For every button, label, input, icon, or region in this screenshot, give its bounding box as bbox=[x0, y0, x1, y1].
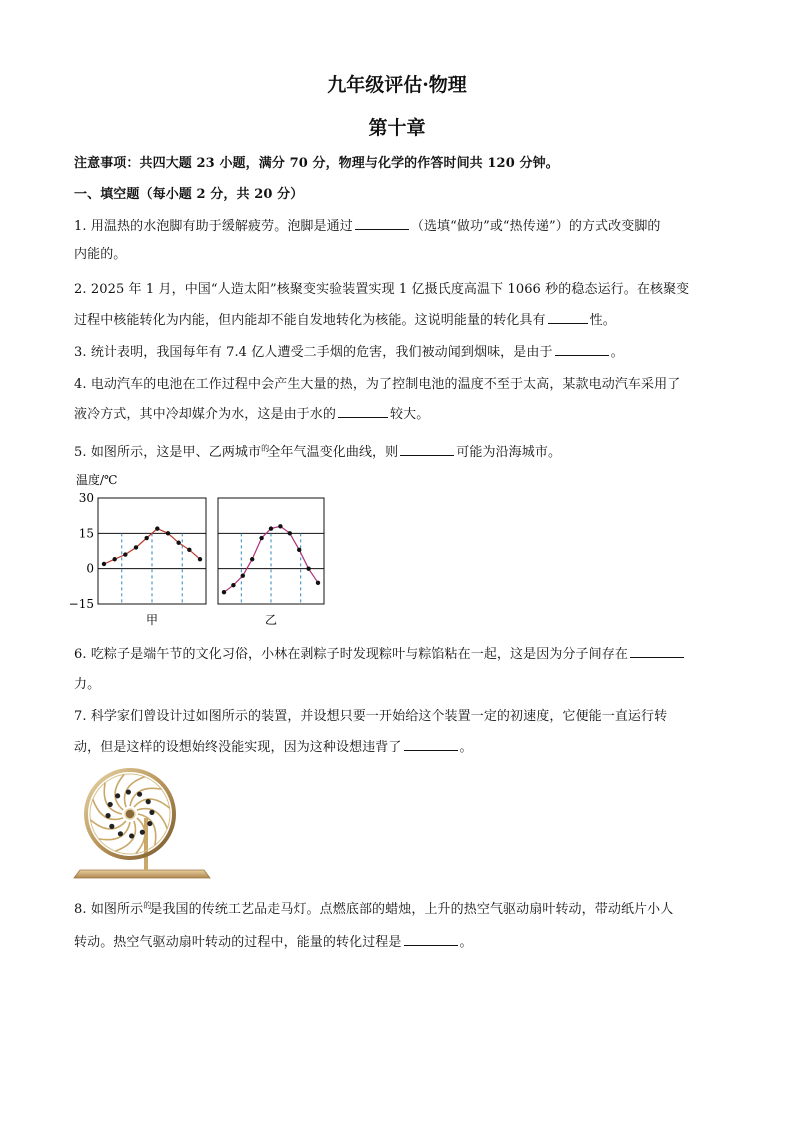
chart-panel-yi bbox=[218, 498, 324, 627]
q2-text-c: 性。 bbox=[589, 313, 616, 328]
data-point bbox=[222, 590, 226, 594]
question-7-line-2 bbox=[74, 736, 473, 755]
y-tick-label: −15 bbox=[68, 597, 94, 611]
data-point bbox=[241, 574, 245, 578]
q7-text-b: 动，但是这样的设想始终没能实现，因为这种设想违背了 bbox=[74, 740, 402, 755]
data-point bbox=[278, 524, 282, 528]
data-point bbox=[288, 531, 292, 535]
wheel-stand bbox=[144, 818, 148, 870]
data-point bbox=[123, 552, 127, 556]
q3-text-b: 。 bbox=[610, 345, 624, 360]
q5-sup: 的 bbox=[261, 443, 270, 453]
q8-text-d: 。 bbox=[459, 935, 473, 950]
section-heading: 一、填空题（每小题 2 分，共 20 分） bbox=[74, 187, 304, 202]
data-point bbox=[259, 536, 263, 540]
y-tick-label: 0 bbox=[86, 561, 94, 576]
q5-text-a: 5. 如图所示，这是甲、乙两城市 bbox=[74, 445, 262, 460]
data-point bbox=[306, 566, 310, 570]
q8-text-c: 转动。热空气驱动扇叶转动的过程中，能量的转化过程是 bbox=[74, 935, 402, 950]
q8-text-a: 8. 如图所示 bbox=[74, 902, 144, 917]
question-5 bbox=[74, 441, 561, 460]
notice-text: 注意事项：共四大题 23 小题，满分 70 分，物理与化学的作答时间共 120 分钟。 bbox=[74, 156, 559, 171]
panel-label: 乙 bbox=[264, 613, 278, 627]
q5-answer-blank[interactable] bbox=[400, 443, 454, 456]
q6-answer-blank[interactable] bbox=[630, 645, 684, 658]
q6-text-a: 6. 吃粽子是端午节的文化习俗，小林在剥粽子时发现粽叶与粽馅粘在一起，这是因为分子间存在 bbox=[74, 647, 628, 662]
question-4-line-1: 4. 电动汽车的电池在工作过程中会产生大量的热，为了控制电池的温度不至于太高，某款电动汽车采用了 bbox=[74, 377, 681, 392]
question-8-line-2 bbox=[74, 931, 473, 950]
q1-answer-blank[interactable] bbox=[355, 217, 409, 230]
exam-title: 九年级评估·物理 bbox=[327, 74, 467, 96]
q5-text-c: 可能为沿海城市。 bbox=[456, 445, 562, 460]
question-6-line-1 bbox=[74, 643, 686, 662]
y-tick-label: 15 bbox=[78, 526, 94, 541]
q5-text-b: 全年气温变化曲线，则 bbox=[267, 445, 399, 460]
data-point bbox=[166, 531, 170, 535]
q3-answer-blank[interactable] bbox=[555, 343, 609, 356]
q8-sup: 的 bbox=[143, 900, 152, 910]
data-point bbox=[269, 526, 273, 530]
question-3 bbox=[74, 341, 624, 360]
question-7-line-1: 7. 科学家们曾设计过如图所示的装置，并设想只要一开始给这个装置一定的初速度，它便能一直运行转 bbox=[74, 709, 668, 724]
data-point bbox=[176, 541, 180, 545]
question-1-line-2: 内能的。 bbox=[74, 247, 127, 262]
data-point bbox=[112, 557, 116, 561]
q4-text-c: 较大。 bbox=[390, 407, 430, 422]
wheel-base bbox=[74, 870, 210, 878]
question-2-line-2 bbox=[74, 309, 616, 328]
data-point bbox=[187, 548, 191, 552]
panel-label: 甲 bbox=[145, 613, 159, 627]
q1-text-a: 1. 用温热的水泡脚有助于缓解疲劳。泡脚是通过 bbox=[74, 219, 353, 234]
data-point bbox=[297, 548, 301, 552]
q2-text-b: 过程中核能转化为内能，但内能却不能自发地转化为核能。这说明能量的转化具有 bbox=[74, 313, 546, 328]
data-point bbox=[144, 536, 148, 540]
data-point bbox=[134, 545, 138, 549]
q8-text-b: 是我国的传统工艺品走马灯。点燃底部的蜡烛，上升的热空气驱动扇叶转动，带动纸片小人 bbox=[149, 902, 674, 917]
q2-answer-blank[interactable] bbox=[548, 311, 588, 324]
q4-text-b: 液冷方式，其中冷却媒介为水，这是由于水的 bbox=[74, 407, 337, 422]
question-6-line-2: 力。 bbox=[74, 677, 101, 692]
data-point bbox=[155, 526, 159, 530]
chapter-title: 第十章 bbox=[368, 117, 426, 139]
perpetual-motion-wheel-illustration bbox=[72, 764, 212, 882]
temperature-chart bbox=[66, 470, 346, 632]
q7-answer-blank[interactable] bbox=[404, 738, 458, 751]
y-tick-label: 30 bbox=[78, 491, 94, 505]
data-point bbox=[231, 583, 235, 587]
data-point bbox=[316, 581, 320, 585]
question-8-line-1 bbox=[74, 898, 673, 917]
q8-answer-blank[interactable] bbox=[404, 933, 458, 946]
chart-ylabel: 温度/℃ bbox=[76, 473, 118, 487]
chart-panel-jia bbox=[98, 498, 206, 627]
data-point bbox=[198, 557, 202, 561]
data-point bbox=[102, 562, 106, 566]
wheel-hub bbox=[125, 809, 135, 819]
data-point bbox=[250, 557, 254, 561]
question-4-line-2 bbox=[74, 403, 429, 422]
q3-text-a: 3. 统计表明，我国每年有 7.4 亿人遭受二手烟的危害，我们被动闻到烟味，是由于 bbox=[74, 345, 553, 360]
question-1-line-1 bbox=[74, 215, 661, 234]
question-2-line-1: 2. 2025 年 1 月，中国“人造太阳”核聚变实验装置实现 1 亿摄氏度高温下 1066 秒的稳态运行。在核聚变 bbox=[74, 282, 690, 297]
q1-text-b: （选填“做功”或“热传递”）的方式改变脚的 bbox=[410, 219, 661, 234]
q7-text-c: 。 bbox=[459, 740, 473, 755]
q4-answer-blank[interactable] bbox=[338, 405, 388, 418]
